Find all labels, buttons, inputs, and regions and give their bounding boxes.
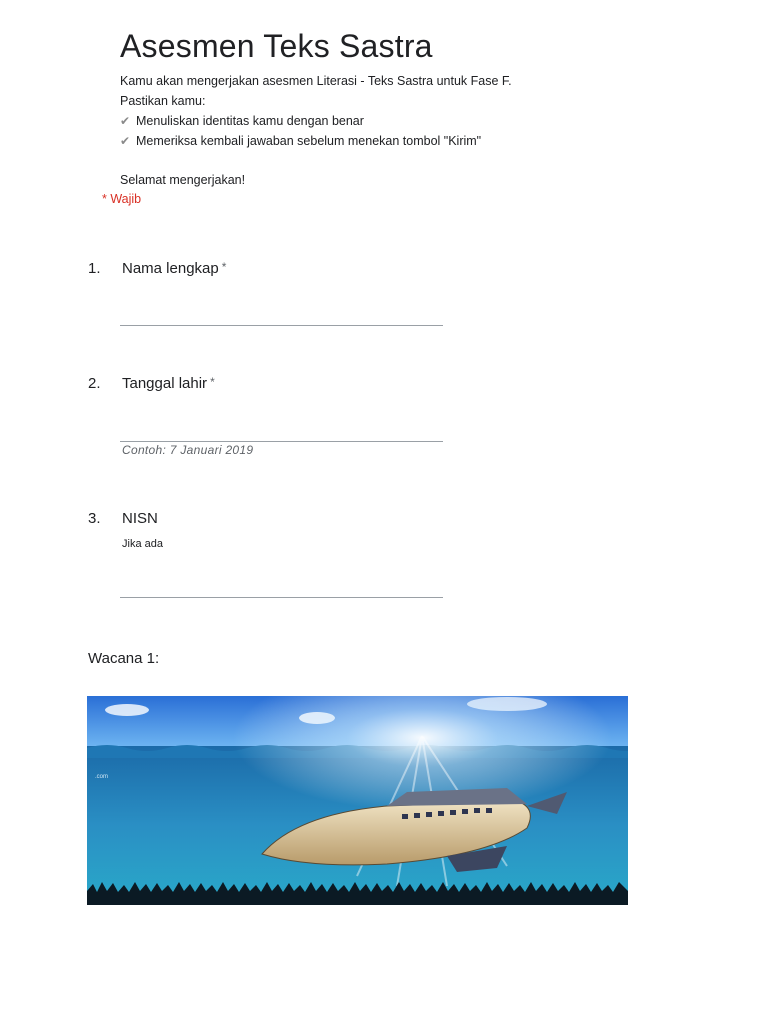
- form-description: [120, 71, 640, 151]
- question-label-tanggal-lahir: [122, 375, 215, 392]
- question-number: 1.: [88, 260, 101, 277]
- question-label-text: Tanggal lahir: [122, 375, 208, 392]
- checklist-item-text: Memeriksa kembali jawaban sebelum menekan tombol "Kirim": [136, 134, 482, 148]
- checklist-item: [120, 131, 640, 151]
- checkmark-icon: ✔: [120, 134, 131, 148]
- underwater-boat-illustration: [87, 696, 628, 905]
- question-number: 2.: [88, 375, 101, 392]
- question-number: 3.: [88, 510, 101, 527]
- watermark-text: .com: [95, 774, 109, 780]
- required-asterisk: *: [210, 375, 215, 389]
- question-label-text: Nama lengkap: [122, 260, 219, 277]
- question-label-nama-lengkap: [122, 260, 226, 277]
- checkmark-icon: ✔: [120, 114, 131, 128]
- nama-lengkap-input[interactable]: [120, 305, 443, 326]
- date-format-hint: Contoh: 7 Januari 2019: [122, 443, 254, 457]
- passage-label: Wacana 1:: [88, 650, 160, 667]
- checklist-item-text: Menuliskan identitas kamu dengan benar: [136, 114, 364, 128]
- question-sublabel: Jika ada: [122, 538, 163, 550]
- required-note: * Wajib: [102, 192, 142, 206]
- required-asterisk: *: [221, 260, 227, 274]
- tanggal-lahir-input[interactable]: [120, 421, 443, 442]
- description-checklist-heading: Pastikan kamu:: [120, 94, 206, 108]
- form-title: Asesmen Teks Sastra: [120, 28, 433, 64]
- description-closing: Selamat mengerjakan!: [120, 173, 246, 187]
- checklist-item: [120, 111, 640, 131]
- description-intro: Kamu akan mengerjakan asesmen Literasi - Teks Sastra untuk Fase F.: [120, 74, 512, 88]
- question-label-nisn: NISN: [122, 510, 158, 527]
- nisn-input[interactable]: [120, 577, 443, 598]
